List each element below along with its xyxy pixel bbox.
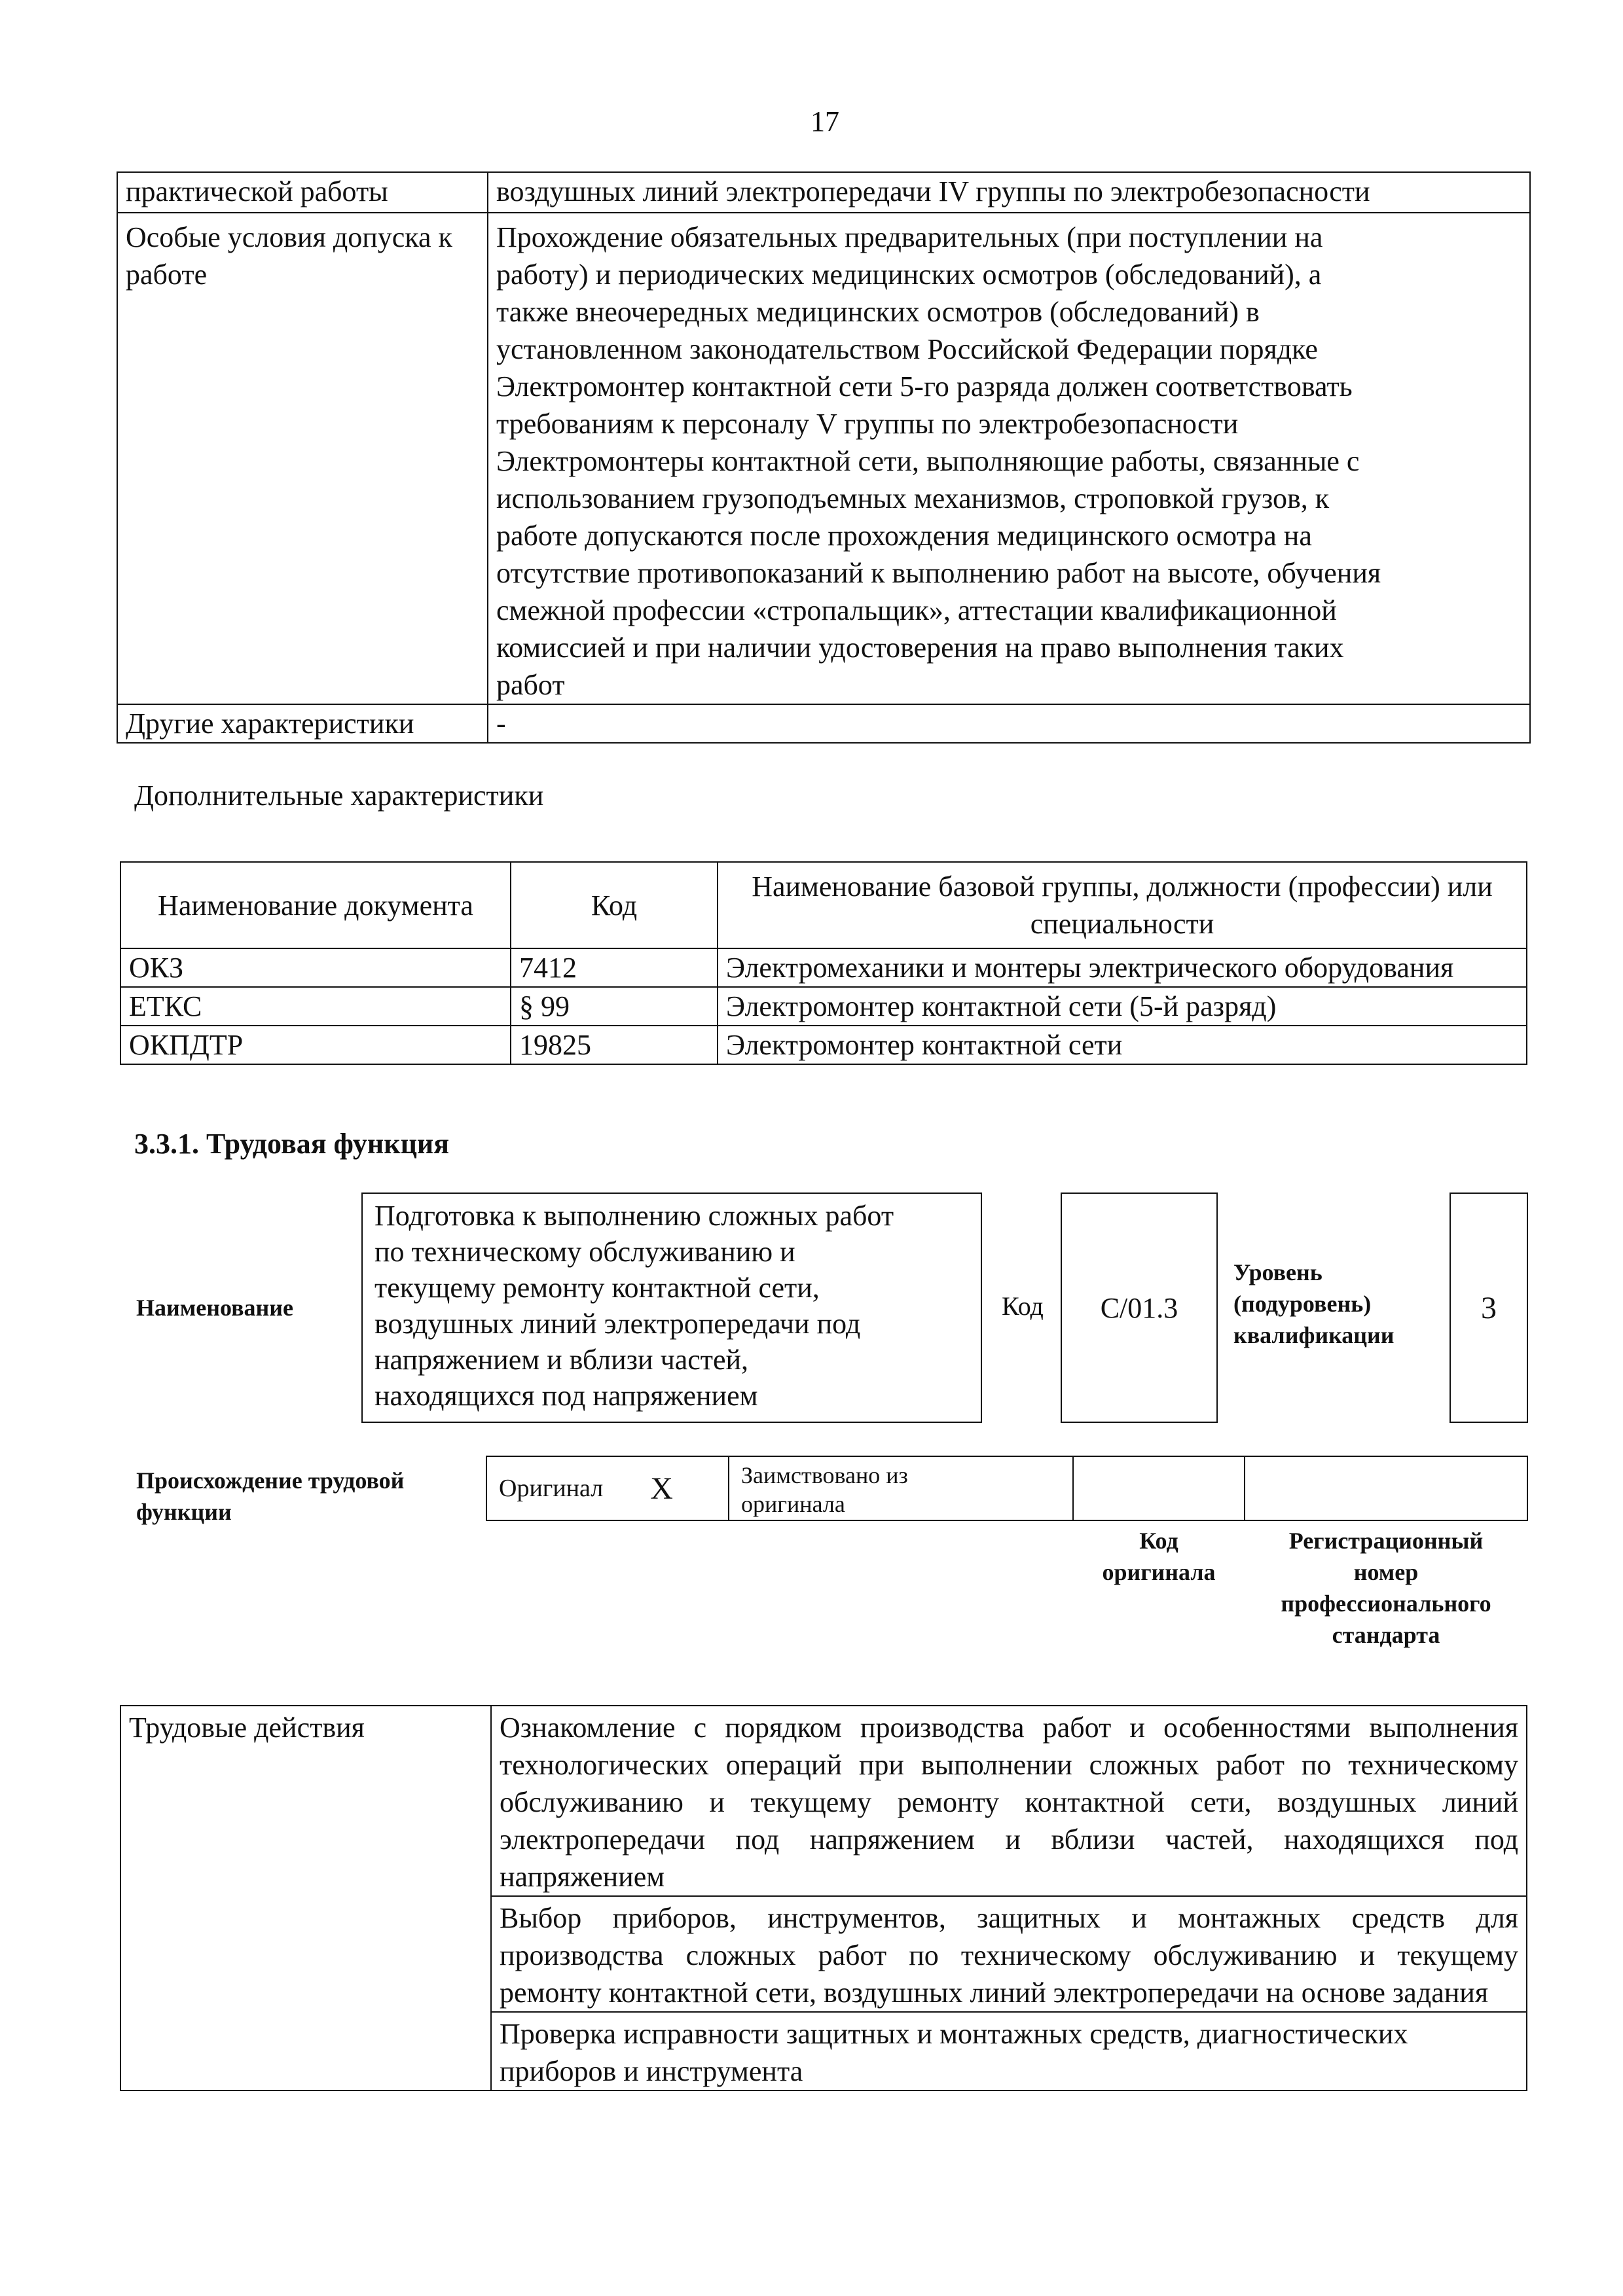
original-mark: X	[650, 1471, 673, 1506]
row-label: практической работы	[117, 172, 488, 213]
code-cell: 7412	[511, 948, 718, 987]
code-label: Код	[1002, 1291, 1044, 1321]
page-number: 17	[811, 105, 839, 137]
text-line: Электромонтер контактной сети 5-го разряда должен соответствовать	[496, 370, 1353, 403]
table-header-row	[120, 862, 1527, 948]
text-line: также внеочередных медицинских осмотров (обследований) в	[496, 296, 1260, 328]
text-line: Код	[1139, 1528, 1178, 1554]
level-box	[1450, 1193, 1528, 1423]
function-code-box	[1061, 1193, 1218, 1423]
original-code-box	[1072, 1456, 1245, 1521]
text-line: оригинала	[1102, 1559, 1216, 1585]
name-label: Наименование	[136, 1295, 293, 1321]
group-cell: Электромонтер контактной сети (5-й разряд)	[718, 987, 1527, 1026]
table-row	[117, 704, 1530, 743]
text-line: воздушных линий электропередачи под	[374, 1308, 861, 1340]
borrowed-box	[728, 1456, 1074, 1521]
actions-label: Трудовые действия	[120, 1706, 491, 2090]
table-row	[117, 213, 1530, 704]
text-line: комиссией и при наличии удостоверения на право выполнения таких	[496, 632, 1344, 664]
text-line: смежной профессии «стропальщик», аттестации квалификационной	[496, 594, 1337, 626]
row-label: Другие характеристики	[117, 704, 488, 743]
row-label: Особые условия допуска к работе	[117, 213, 488, 704]
labour-actions-table	[120, 1705, 1527, 2091]
action-item: Ознакомление с порядком производства работ и особенностями выполнения технологических операций при выполнении сложных работ по техническому обслуживанию и текущему ремонту контактной сети, воздушных линий электропередачи под напряжением и вблизи частей, находящихся под напряжением	[491, 1706, 1527, 1896]
group-cell: Электромеханики и монтеры электрического оборудования	[718, 948, 1527, 987]
text-line: отсутствие противопоказаний к выполнению работ на высоте, обучения	[496, 557, 1381, 589]
table-row	[120, 1026, 1527, 1064]
function-heading: 3.3.1. Трудовая функция	[134, 1128, 450, 1160]
code-cell: 19825	[511, 1026, 718, 1064]
text-line: установленном законодательством Российской Федерации порядке	[496, 333, 1318, 365]
text-line: квалификации	[1233, 1322, 1395, 1348]
text-line: работ	[496, 669, 565, 701]
text-line: Заимствовано из	[741, 1462, 908, 1488]
function-name-box	[361, 1193, 982, 1423]
table-row	[120, 987, 1527, 1026]
group-cell: Электромонтер контактной сети	[718, 1026, 1527, 1064]
text-line: Прохождение обязательных предварительных (при поступлении на	[496, 221, 1323, 253]
text-line: напряжением и вблизи частей,	[374, 1344, 749, 1376]
text-line: работу) и периодических медицинских осмотров (обследований), а	[496, 259, 1322, 291]
text-line: по техническому обслуживанию и	[374, 1236, 795, 1268]
level-label	[1233, 1257, 1395, 1351]
text-line: Уровень	[1233, 1259, 1322, 1285]
text-line: использованием грузоподъемных механизмов, строповкой грузов, к	[496, 482, 1330, 514]
text-line: профессионального	[1281, 1590, 1491, 1617]
text-line: стандарта	[1332, 1622, 1440, 1648]
header-code: Код	[511, 862, 718, 948]
qualification-requirements-table	[117, 171, 1531, 744]
header-document: Наименование документа	[120, 862, 511, 948]
text-line: Регистрационный	[1288, 1528, 1484, 1554]
origin-label	[136, 1465, 404, 1528]
additional-characteristics-table	[120, 861, 1527, 1065]
function-code: C/01.3	[1100, 1291, 1178, 1324]
row-value: -	[488, 704, 1530, 743]
table-row	[117, 172, 1530, 213]
registration-number-box	[1244, 1456, 1528, 1521]
text-line: Электромонтеры контактной сети, выполняющие работы, связанные с	[496, 445, 1360, 477]
doc-cell: ОКЗ	[120, 948, 511, 987]
text-line: (подуровень)	[1233, 1291, 1372, 1317]
registration-caption	[1244, 1525, 1528, 1651]
text-line: текущему ремонту контактной сети,	[374, 1272, 820, 1304]
header-group: Наименование базовой группы, должности (профессии) или специальности	[718, 862, 1527, 948]
table-row	[120, 1706, 1527, 1896]
level-value: 3	[1481, 1290, 1497, 1325]
text-line: работе допускаются после прохождения медицинского осмотра на	[496, 520, 1312, 552]
doc-cell: ОКПДТР	[120, 1026, 511, 1064]
doc-cell: ЕТКС	[120, 987, 511, 1026]
text-line: Подготовка к выполнению сложных работ	[374, 1200, 894, 1232]
text-line: номер	[1353, 1559, 1419, 1585]
row-value: воздушных линий электропередачи IV группы по электробезопасности	[488, 172, 1530, 213]
additional-heading: Дополнительные характеристики	[134, 780, 544, 812]
text-line: функции	[136, 1499, 232, 1525]
row-value	[488, 213, 1530, 704]
text-line: требованиям к персоналу V группы по электробезопасности	[496, 408, 1239, 440]
action-item: Выбор приборов, инструментов, защитных и монтажных средств для производства сложных работ по техническому обслуживанию и текущему ремонту контактной сети, воздушных линий электропередачи на основе задания	[491, 1896, 1527, 2012]
code-caption	[1072, 1525, 1245, 1588]
table-row	[120, 948, 1527, 987]
action-item: Проверка исправности защитных и монтажных средств, диагностических приборов и инструмента	[491, 2012, 1527, 2090]
text-line: оригинала	[741, 1491, 845, 1517]
code-cell: § 99	[511, 987, 718, 1026]
text-line: находящихся под напряжением	[374, 1380, 758, 1412]
original-label: Оригинал	[499, 1475, 604, 1502]
original-box	[486, 1456, 729, 1521]
text-line: Происхождение трудовой	[136, 1467, 405, 1494]
